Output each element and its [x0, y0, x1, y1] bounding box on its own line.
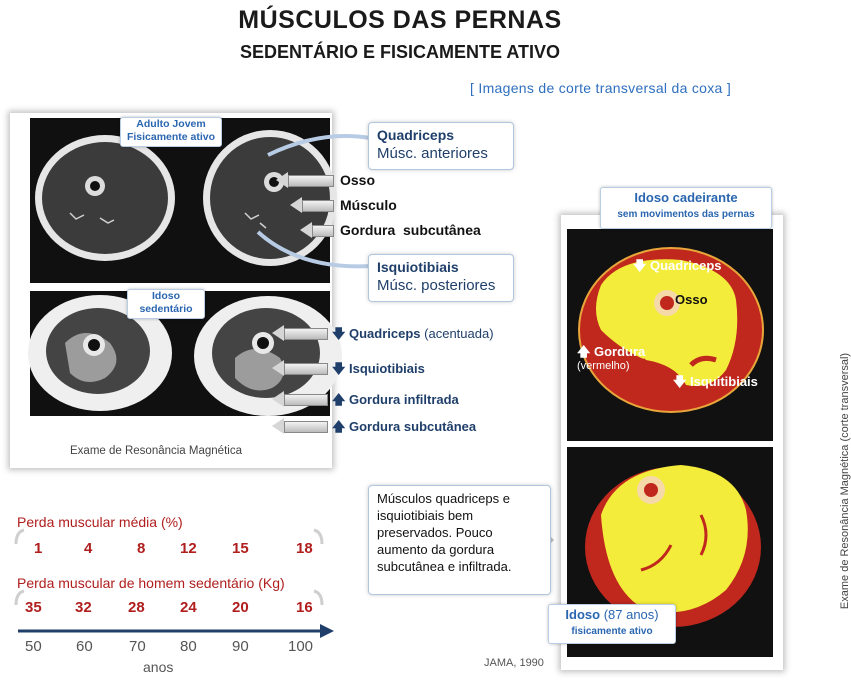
label-elder-gordura-subcutanea — [332, 418, 476, 440]
tag-active-elder — [548, 604, 676, 644]
label-right-osso: Osso — [675, 292, 708, 307]
loss-men-value: 28 — [128, 599, 145, 616]
pointer-arrowhead — [290, 197, 302, 213]
pointer-arrow — [284, 421, 328, 433]
label-elder-quadriceps — [332, 325, 494, 347]
tag-wheelchair-elder — [600, 187, 772, 229]
callout-quadriceps-sub: Músc. anteriores — [377, 145, 488, 162]
right-vertical-caption: Exame de Resonância Magnética (corte transversal) — [839, 352, 851, 610]
up-arrow-icon: 🡅 — [577, 344, 591, 359]
pointer-arrow — [284, 363, 328, 375]
tag-wheelchair-title: Idoso cadeirante — [634, 190, 738, 205]
loss-men-value: 16 — [296, 599, 313, 616]
label-osso: Osso — [340, 172, 376, 188]
note-box — [368, 485, 551, 595]
up-arrow-icon: 🡅 — [332, 419, 346, 434]
thigh-young-left — [35, 135, 175, 261]
loss-avg-value: 1 — [34, 540, 43, 557]
mri-footer: Exame de Resonância Magnética — [70, 445, 242, 457]
label-elder-quadriceps-extra: (acentuada) — [424, 326, 494, 341]
loss-avg-value: 15 — [232, 540, 249, 557]
pointer-arrowhead — [276, 172, 288, 188]
label-musculo: Músculo — [340, 197, 397, 213]
image-caption: [ Imagens de corte transversal da coxa ] — [470, 80, 732, 96]
down-arrow-icon: 🡇 — [673, 374, 687, 389]
label-right-gordura-sub: (vermelho) — [577, 360, 630, 372]
label-gordura-subcutanea: Gordura subcutânea — [340, 222, 481, 238]
mri-panel-right — [561, 215, 851, 670]
callout-isquiotibiais-sub: Músc. posteriores — [377, 277, 496, 294]
page-title: MÚSCULOS DAS PERNAS — [238, 6, 562, 34]
label-right-quadriceps-text: Quadriceps — [650, 258, 722, 273]
pointer-arrow — [302, 200, 334, 212]
loss-men-label: Perda muscular de homem sedentário (Kg) — [17, 575, 285, 591]
age-value: 70 — [129, 638, 146, 655]
loss-avg-values — [0, 540, 340, 560]
callout-isquiotibiais-title: Isquiotibiais — [377, 259, 459, 275]
callout-quadriceps — [368, 122, 514, 170]
label-elder-isquiotibiais-text: Isquiotibiais — [349, 361, 425, 376]
loss-men-value: 24 — [180, 599, 197, 616]
pointer-arrowhead — [272, 360, 284, 376]
page-subtitle: SEDENTÁRIO E FISICAMENTE ATIVO — [239, 42, 561, 62]
tag-active-title-row — [549, 608, 675, 621]
source-citation: JAMA, 1990 — [484, 657, 544, 669]
loss-men-values — [0, 599, 340, 619]
pointer-arrowhead — [272, 391, 284, 407]
note-text: Músculos quadriceps e isquiotibiais bem preservados. Pouco aumento da gordura subcutânea e infiltrada. — [377, 491, 512, 574]
label-elder-gordura-infiltrada — [332, 391, 459, 413]
pointer-arrow — [284, 328, 328, 340]
label-right-isquitibiais-text: Isquitibiais — [690, 374, 758, 389]
age-value: 80 — [180, 638, 197, 655]
loss-men-value: 32 — [75, 599, 92, 616]
age-axis — [18, 623, 348, 639]
mri-panel-left — [10, 113, 332, 468]
tag-active-age: (87 anos) — [603, 607, 659, 622]
label-right-quadriceps — [633, 257, 722, 279]
pointer-arrowhead — [300, 222, 312, 238]
pointer-arrow — [288, 175, 334, 187]
label-right-isquitibiais — [673, 373, 758, 395]
up-arrow-icon: 🡅 — [332, 392, 346, 407]
age-value: 100 — [288, 638, 314, 655]
age-axis-label: anos — [143, 659, 174, 675]
pointer-arrowhead — [272, 418, 284, 434]
callout-isquiotibiais — [368, 254, 514, 302]
age-values — [0, 638, 340, 658]
pointer-arrowhead — [272, 325, 284, 341]
thigh-young-right — [203, 130, 337, 266]
loss-men-value: 35 — [25, 599, 42, 616]
loss-avg-label: Perda muscular média (%) — [17, 514, 183, 530]
loss-avg-value: 4 — [84, 540, 93, 557]
label-elder-quadriceps-text: Quadriceps — [349, 326, 421, 341]
label-elder-gordura-subcutanea-text: Gordura subcutânea — [349, 419, 477, 434]
tag-elder-sedentary: Idoso sedentário — [127, 289, 205, 319]
label-elder-gordura-infiltrada-text: Gordura infiltrada — [349, 392, 459, 407]
mri-images-right — [561, 215, 783, 670]
age-value: 60 — [76, 638, 93, 655]
label-right-gordura-text: Gordura — [594, 344, 646, 359]
tag-active-sub: fisicamente ativo — [571, 626, 653, 637]
loss-men-value: 20 — [232, 599, 249, 616]
down-arrow-icon: 🡇 — [332, 361, 346, 376]
down-arrow-icon: 🡇 — [332, 326, 346, 341]
age-value: 90 — [232, 638, 249, 655]
tag-active-title: Idoso — [565, 607, 601, 622]
pointer-arrow — [312, 225, 334, 237]
pointer-arrow — [284, 394, 328, 406]
loss-avg-value: 8 — [137, 540, 146, 557]
tag-young-active: Adulto Jovem Fisicamente ativo — [120, 117, 222, 147]
callout-quadriceps-title: Quadriceps — [377, 127, 455, 143]
loss-avg-value: 12 — [180, 540, 197, 557]
loss-avg-value: 18 — [296, 540, 313, 557]
down-arrow-icon: 🡇 — [633, 258, 647, 273]
age-value: 50 — [25, 638, 42, 655]
tag-wheelchair-sub: sem movimentos das pernas — [617, 209, 755, 220]
label-elder-isquiotibiais — [332, 360, 425, 382]
